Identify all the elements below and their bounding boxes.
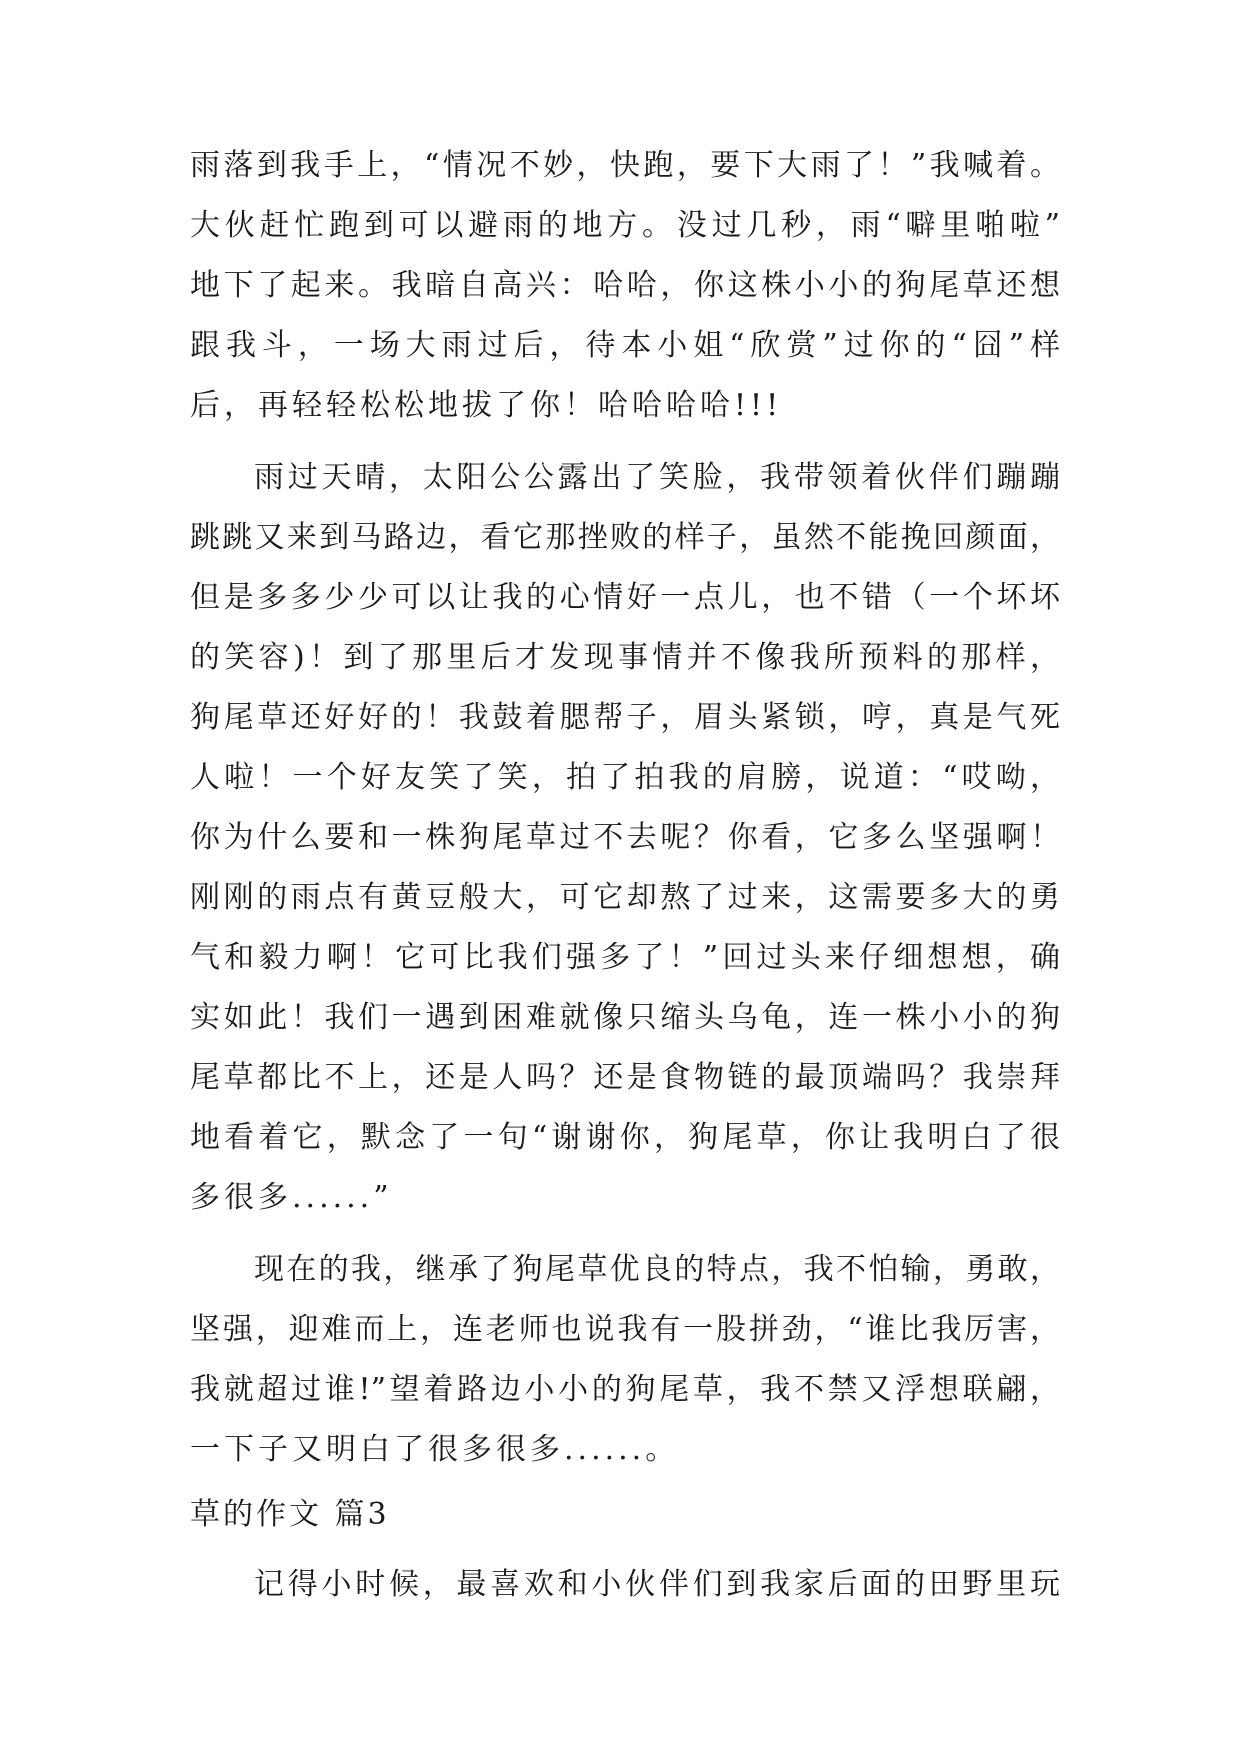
- text-line: 大伙赶忙跑到可以避雨的地方。没过几秒，雨“噼里啪啦”: [190, 208, 1060, 243]
- text-line: 雨落到我手上，“情况不妙，快跑，要下大雨了！”我喊着。: [190, 148, 1060, 183]
- text-line: 雨过天晴，太阳公公露出了笑脸，我带领着伙伴们蹦蹦: [254, 460, 1060, 495]
- text-line: 坚强，迎难而上，连老师也说我有一股拼劲，“谁比我厉害，: [190, 1312, 1060, 1347]
- text-line: 后，再轻轻松松地拔了你！哈哈哈哈!!!: [190, 388, 783, 423]
- text-line: 一下子又明白了很多很多......。: [190, 1432, 680, 1467]
- text-line: 地看着它，默念了一句“谢谢你，狗尾草，你让我明白了很: [190, 1120, 1060, 1155]
- text-line: 你为什么要和一株狗尾草过不去呢？你看，它多么坚强啊！: [190, 820, 1060, 855]
- text-line: 记得小时候，最喜欢和小伙伴们到我家后面的田野里玩: [254, 1567, 1060, 1602]
- text-line: 人啦！一个好友笑了笑，拍了拍我的肩膀，说道：“哎呦，: [190, 760, 1060, 795]
- text-line: 现在的我，继承了狗尾草优良的特点，我不怕输，勇敢，: [254, 1252, 1060, 1287]
- text-line: 跳跳又来到马路边，看它那挫败的样子，虽然不能挽回颜面，: [190, 520, 1060, 555]
- text-line: 但是多多少少可以让我的心情好一点儿，也不错（一个坏坏: [190, 580, 1060, 615]
- section-heading: 草的作文 篇3: [190, 1497, 390, 1532]
- text-line: 气和毅力啊！它可比我们强多了！”回过头来仔细想想，确: [190, 940, 1060, 975]
- text-line: 的笑容)！到了那里后才发现事情并不像我所预料的那样，: [190, 640, 1060, 675]
- text-line: 刚刚的雨点有黄豆般大，可它却熬了过来，这需要多大的勇: [190, 880, 1060, 915]
- text-line: 我就超过谁!”望着路边小小的狗尾草，我不禁又浮想联翩，: [190, 1372, 1060, 1407]
- text-line: 实如此！我们一遇到困难就像只缩头乌龟，连一株小小的狗: [190, 1000, 1060, 1035]
- text-line: 尾草都比不上，还是人吗？还是食物链的最顶端吗？我崇拜: [190, 1060, 1060, 1095]
- text-line: 狗尾草还好好的！我鼓着腮帮子，眉头紧锁，哼，真是气死: [190, 700, 1060, 735]
- text-line: 多很多......”: [190, 1180, 393, 1215]
- text-line: 跟我斗，一场大雨过后，待本小姐“欣赏”过你的“囧”样: [190, 328, 1060, 363]
- text-line: 地下了起来。我暗自高兴：哈哈，你这株小小的狗尾草还想: [190, 268, 1060, 303]
